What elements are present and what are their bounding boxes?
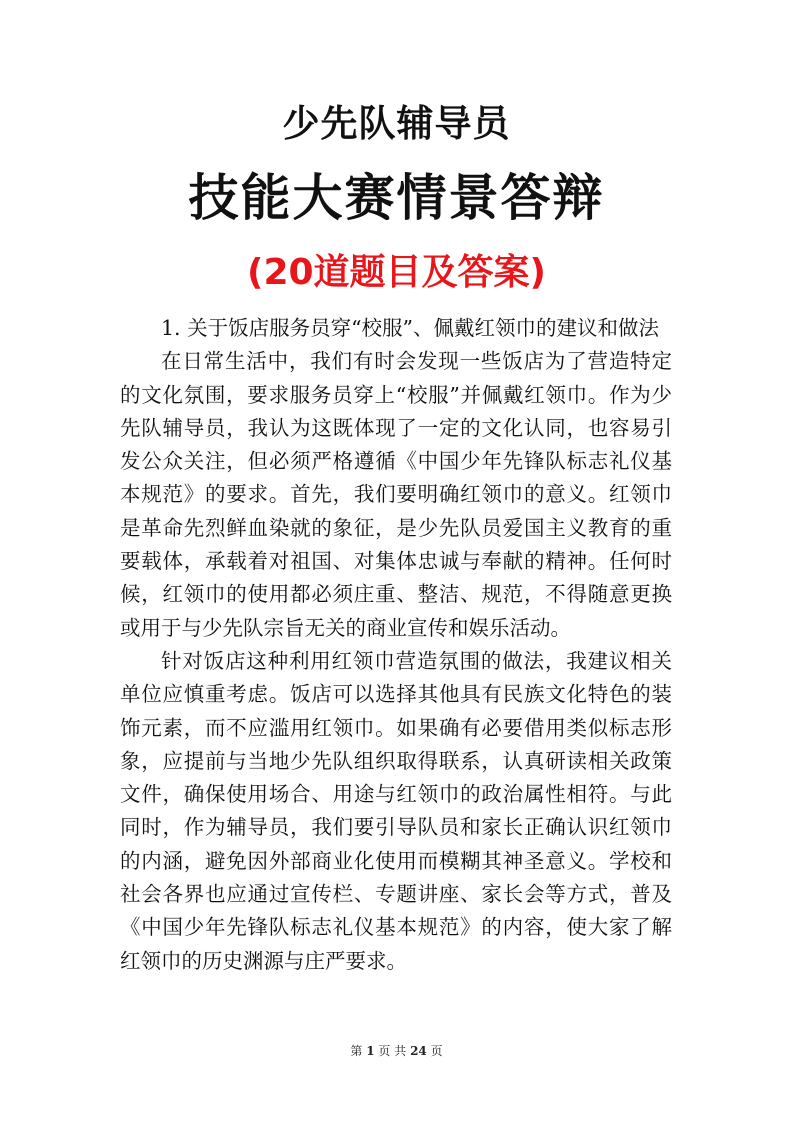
footer-middle: 页 共: [378, 1044, 407, 1058]
footer-suffix: 页: [430, 1044, 443, 1058]
document-subtitle: (20道题目及答案): [246, 252, 546, 293]
document-title-line-1: 少先队辅导员: [282, 102, 511, 145]
question-heading: 1. 关于饭店服务员穿“校服”、佩戴红领巾的建议和做法: [161, 316, 660, 340]
page-footer: [0, 1043, 793, 1059]
document-body: [120, 312, 672, 978]
footer-prefix: 第: [350, 1044, 363, 1058]
total-pages-number: 24: [410, 1044, 427, 1058]
answer-paragraph: 针对饭店这种利用红领巾营造氛围的做法，我建议相关单位应慎重考虑。饭店可以选择其他具有民族文化特色的装饰元素，而不应滥用红领巾。如果确有必要借用类似标志形象，应提前与当地少先队组织取得联系，认真研读相关政策文件，确保使用场合、用途与红领巾的政治属性相符。与此同时，作为辅导员，我们要引导队员和家长正确认识红领巾的内涵，避免因外部商业化使用而模糊其神圣意义。学校和社会各界也应通过宣传栏、专题讲座、家长会等方式，普及《中国少年先锋队标志礼仪基本规范》的内容，使大家了解红领巾的历史渊源与庄严要求。: [120, 648, 672, 973]
document-title-line-2: 技能大赛情景答辩: [188, 169, 605, 227]
answer-paragraph: 在日常生活中，我们有时会发现一些饭店为了营造特定的文化氛围，要求服务员穿上“校服”并佩戴红领巾。作为少先队辅导员，我认为这既体现了一定的文化认同，也容易引发公众关注，但必须严格遵循《中国少年先锋队标志礼仪基本规范》的要求。首先，我们要明确红领巾的意义。红领巾是革命先烈鲜血染就的象征，是少先队员爱国主义教育的重要载体，承载着对祖国、对集体忠诚与奉献的精神。任何时候，红领巾的使用都必须庄重、整洁、规范，不得随意更换或用于与少先队宗旨无关的商业宣传和娱乐活动。: [120, 349, 672, 640]
current-page-number: 1: [366, 1044, 375, 1058]
